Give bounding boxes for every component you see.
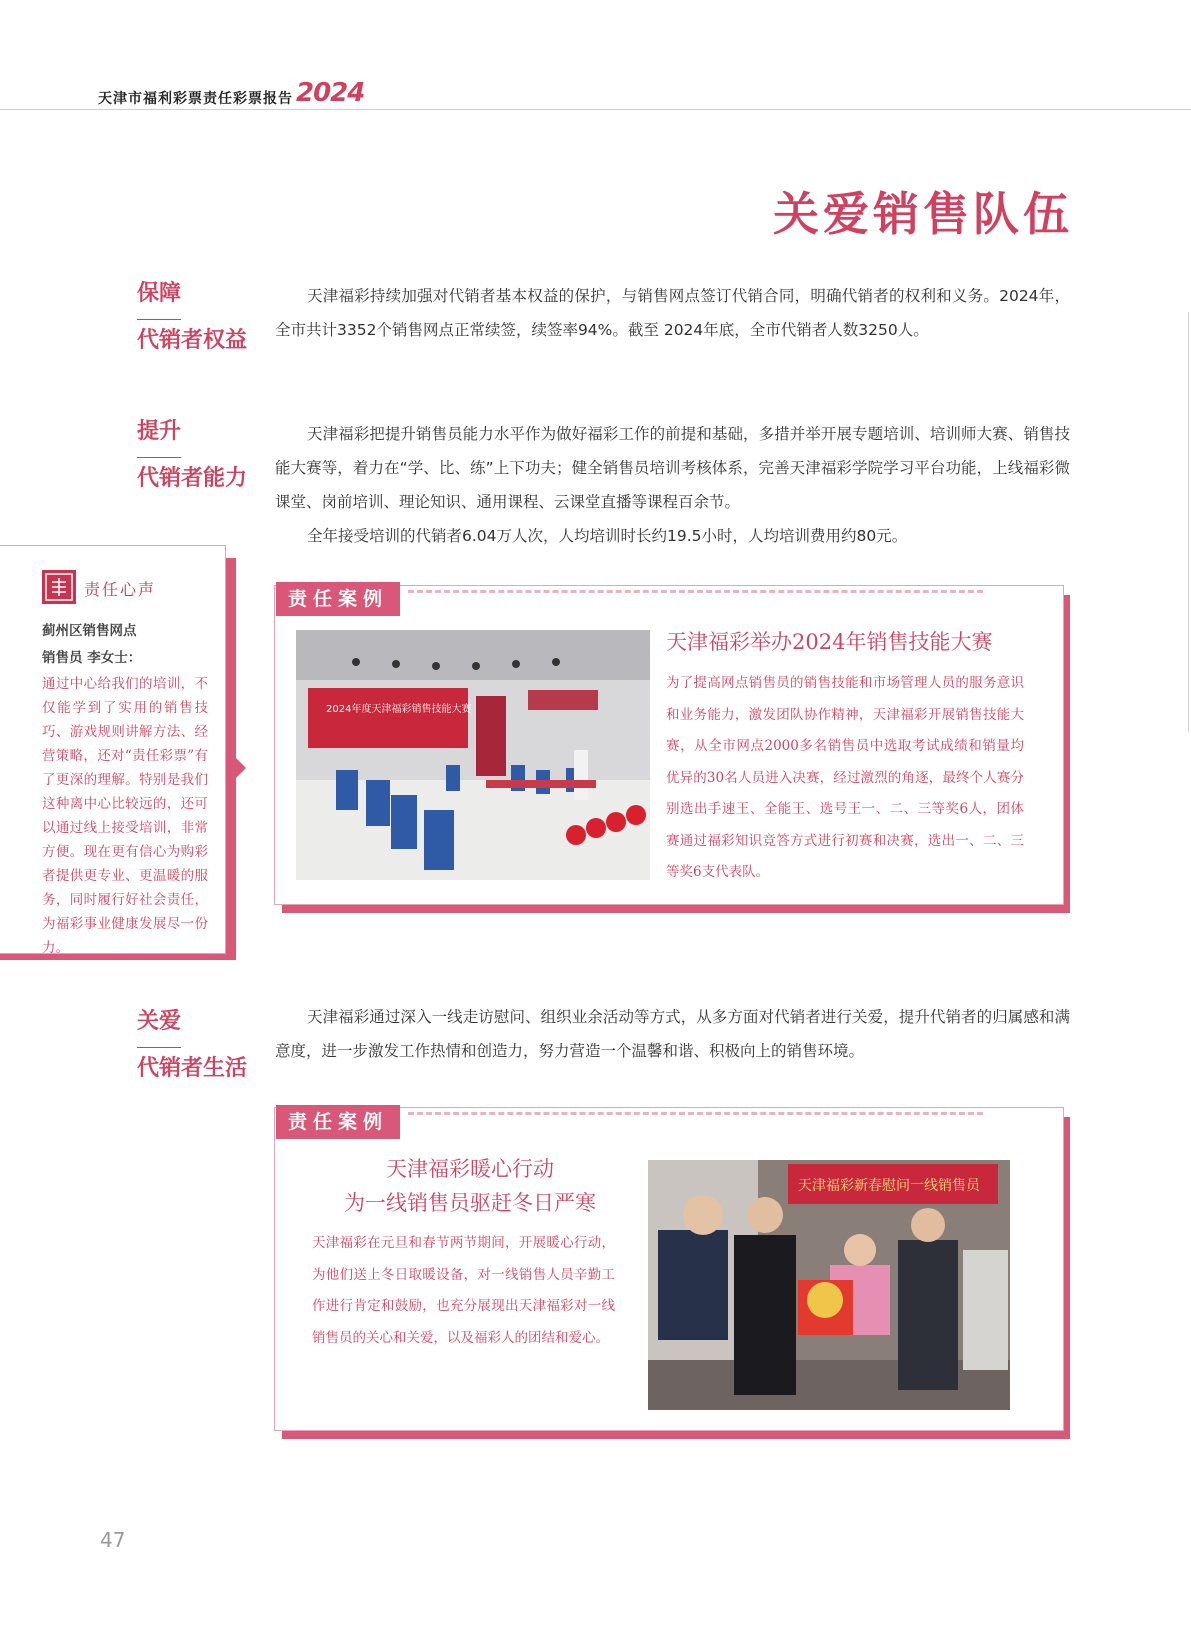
voice-speaker-name: 销售员 李女士： xyxy=(42,650,142,666)
case-title-line2: 为一线销售员驱赶冬日严寒 xyxy=(344,1191,596,1215)
section-heading-rule xyxy=(137,319,181,320)
warmth-visit-photo xyxy=(648,1160,1010,1410)
report-title: 天津市福利彩票责任彩票报告 xyxy=(98,91,293,107)
seal-logo-icon xyxy=(42,570,76,604)
case-text: 天津福彩在元旦和春节两节期间，开展暖心行动，为他们送上冬日取暖设备，对一线销售人员辛勤工作进行肯定和鼓励，也充分展现出天津福彩对一线销售员的关心和关爱，以及福彩人的团结和爱心。 xyxy=(312,1235,615,1346)
photo-banner-text: 天津福彩新春慰问一线销售员 xyxy=(798,1178,980,1194)
section-paragraph: 全年接受培训的代销者6.04万人次，人均培训时长约19.5小时，人均培训费用约80元。 xyxy=(307,527,908,545)
case-tag: 责任案例 xyxy=(276,582,400,616)
voice-speaker xyxy=(42,618,141,672)
case-dash-divider xyxy=(408,1112,983,1115)
case-text: 为了提高网点销售员的销售技能和市场管理人员的服务意识和业务能力，激发团队协作精神，天津福彩开展销售技能大赛，从全市网点2000多名销售员中选取考试成绩和销量均优异的30名人员进入决赛，经过激烈的角逐，最终个人赛分别选出手速王、全能王、选号王一、二、三等奖6人，团体赛通过福彩知识竞答方式进行初赛和决赛，选出一、二、三等奖6支代表队。 xyxy=(666,675,1024,880)
case-tag: 责任案例 xyxy=(276,1105,400,1139)
voice-label: 责任心声 xyxy=(84,580,157,599)
section-heading-line1: 保障 xyxy=(137,281,182,306)
page-edge-rule xyxy=(1188,312,1189,732)
section-heading-rule xyxy=(137,457,181,458)
case-dash-divider xyxy=(408,590,983,593)
skills-contest-photo xyxy=(296,630,650,880)
section-heading-line1: 关爱 xyxy=(137,1009,182,1034)
section-paragraph: 天津福彩把提升销售员能力水平作为做好福彩工作的前提和基础，多措并举开展专题培训、培训师大赛、销售技能大赛等，着力在“学、比、练”上下功夫；健全销售员培训考核体系，完善天津福彩学院学习平台功能，上线福彩微课堂、岗前培训、理论知识、通用课程、云课堂直播等课程百余节。 xyxy=(275,425,1070,511)
section-paragraph: 天津福彩持续加强对代销者基本权益的保护，与销售网点签订代销合同，明确代销者的权利和义务。2024年，全市共计3352个销售网点正常续签，续签率94%。截至 2024年底，全市代销者人数3250人。 xyxy=(275,287,1070,339)
section-heading-life xyxy=(137,1005,257,1086)
section-heading-line1: 提升 xyxy=(137,419,182,444)
section-paragraph: 天津福彩通过深入一线走访慰问、组织业余活动等方式，从多方面对代销者进行关爱，提升代销者的归属感和满意度，进一步激发工作热情和创造力，努力营造一个温馨和谐、积极向上的销售环境。 xyxy=(275,1008,1070,1060)
section-heading-line2: 代销者权益 xyxy=(137,328,248,353)
section-heading-line2: 代销者能力 xyxy=(137,466,248,491)
header-divider xyxy=(0,109,1191,110)
section-heading-ability xyxy=(137,415,257,496)
page-number: 47 xyxy=(100,1528,126,1552)
case-title xyxy=(310,1152,630,1220)
photo-banner-text: 2024年度天津福彩销售技能大赛 xyxy=(326,704,472,715)
case-title: 天津福彩举办2024年销售技能大赛 xyxy=(666,630,993,654)
case-title-line1: 天津福彩暖心行动 xyxy=(386,1157,554,1181)
voice-pointer-icon xyxy=(236,758,246,778)
section-heading-line2: 代销者生活 xyxy=(137,1056,248,1081)
voice-quote: 通过中心给我们的培训，不仅能学到了实用的销售技巧、游戏规则讲解方法、经营策略，还对“责任彩票”有了更深的理解。特别是我们这种离中心比较远的，还可以通过线上接受培训，非常方便。现在更有信心为购彩者提供更专业、更温暖的服务，同时履行好社会责任，为福彩事业健康发展尽一份力。 xyxy=(42,676,208,956)
voice-box-shadow xyxy=(226,558,236,960)
page-title: 关爱销售队伍 xyxy=(773,187,1073,241)
report-year: 2024 xyxy=(296,78,365,108)
section-heading-rule xyxy=(137,1047,181,1048)
voice-speaker-location: 蓟州区销售网点 xyxy=(42,623,137,639)
section-heading-rights xyxy=(137,277,257,358)
